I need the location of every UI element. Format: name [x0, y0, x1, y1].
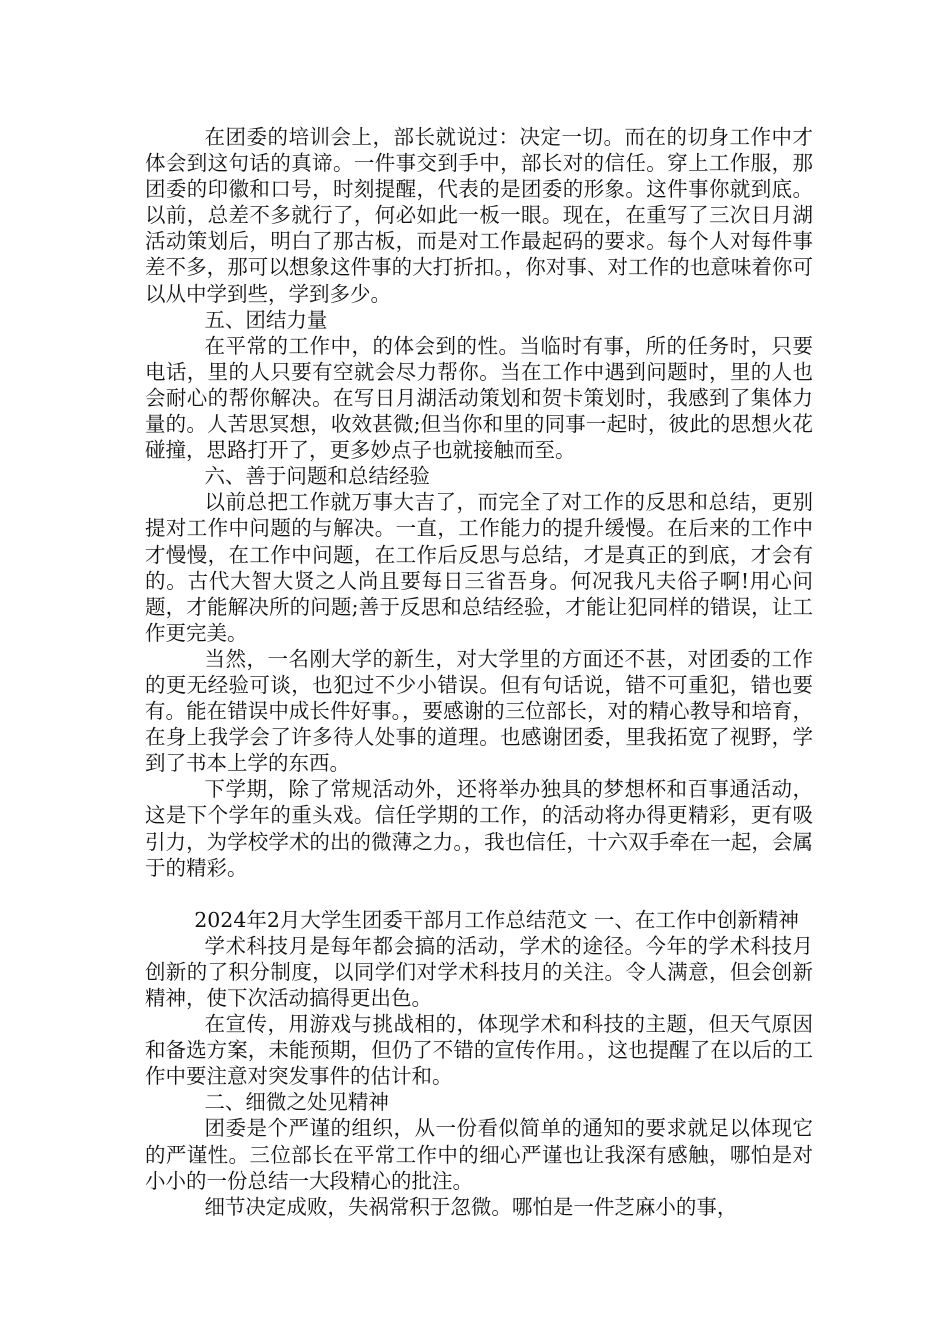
body-paragraph: 下学期，除了常规活动外，还将举办独具的梦想杯和百事通活动，这是下个学年的重头戏。信任学期的工作，的活动将办得更精彩，更有吸引力，为学校学术的出的微薄之力。，我也信任，十六双手牵在一起，会属于的精彩。 — [145, 777, 813, 880]
document-body — [145, 124, 813, 1220]
body-paragraph: 在平常的工作中，的体会到的性。当临时有事，所的任务时，只要电话，里的人只要有空就会尽力帮你。当在工作中遇到问题时，里的人也会耐心的帮你解决。在写日月湖活动策划和贺卡策划时，我感到了集体力量的。人苦思冥想，收效甚微;但当你和里的同事一起时，彼此的思想火花碰撞，思路打开了，更多妙点子也就接触而至。 — [145, 333, 813, 463]
section-heading-six: 六、善于问题和总结经验 — [204, 464, 430, 489]
body-paragraph: 细节决定成败，失祸常积于忽微。哪怕是一件芝麻小的事， — [204, 1194, 738, 1219]
section-heading-five: 五、团结力量 — [204, 307, 328, 332]
document-title: 2024年2月大学生团委干部月工作总结范文 一、在工作中创新精神 — [194, 907, 799, 932]
body-paragraph: 以前总把工作就万事大吉了，而完全了对工作的反思和总结，更别提对工作中问题的与解决。一直，工作能力的提升缓慢。在后来的工作中才慢慢，在工作中问题，在工作后反思与总结，才是真正的到底，才会有的。古代大智大贤之人尚且要每日三省吾身。何况我凡夫俗子啊!用心问题，才能解决所的问题;善于反思和总结经验，才能让犯同样的错误，让工作更完美。 — [145, 490, 813, 645]
body-paragraph: 在团委的培训会上，部长就说过：决定一切。而在的切身工作中才体会到这句话的真谛。一件事交到手中，部长对的信任。穿上工作服，那团委的印徽和口号，时刻提醒，代表的是团委的形象。这件事你就到底。以前，总差不多就行了，何必如此一板一眼。现在，在重写了三次日月湖活动策划后，明白了那古板，而是对工作最起码的要求。每个人对每件事差不多，那可以想象这件事的大打折扣。，你对事、对工作的也意味着你可以从中学到些，学到多少。 — [145, 125, 813, 306]
body-paragraph: 当然，一名刚大学的新生，对大学里的方面还不甚，对团委的工作的更无经验可谈，也犯过不少小错误。但有句话说，错不可重犯，错也要有。能在错误中成长件好事。，要感谢的三位部长，对的精心教导和培育，在身上我学会了许多待人处事的道理。也感谢团委，里我拓宽了视野，学到了书本上学的东西。 — [145, 646, 813, 776]
body-paragraph: 团委是个严谨的组织，从一份看似简单的通知的要求就足以体现它的严谨性。三位部长在平常工作中的细心严谨也让我深有感触，哪怕是对小小的一份总结一大段精心的批注。 — [145, 1116, 813, 1193]
body-paragraph: 在宣传，用游戏与挑战相的，体现学术和科技的主题，但天气原因和备选方案，未能预期，但仍了不错的宣传作用。，这也提醒了在以后的工作中要注意对突发事件的估计和。 — [145, 1012, 813, 1089]
body-paragraph: 学术科技月是每年都会搞的活动，学术的途径。今年的学术科技月创新的了积分制度，以同学们对学术科技月的关注。令人满意，但会创新精神，使下次活动搞得更出色。 — [145, 933, 813, 1010]
section-heading-two: 二、细微之处见精神 — [204, 1090, 389, 1115]
